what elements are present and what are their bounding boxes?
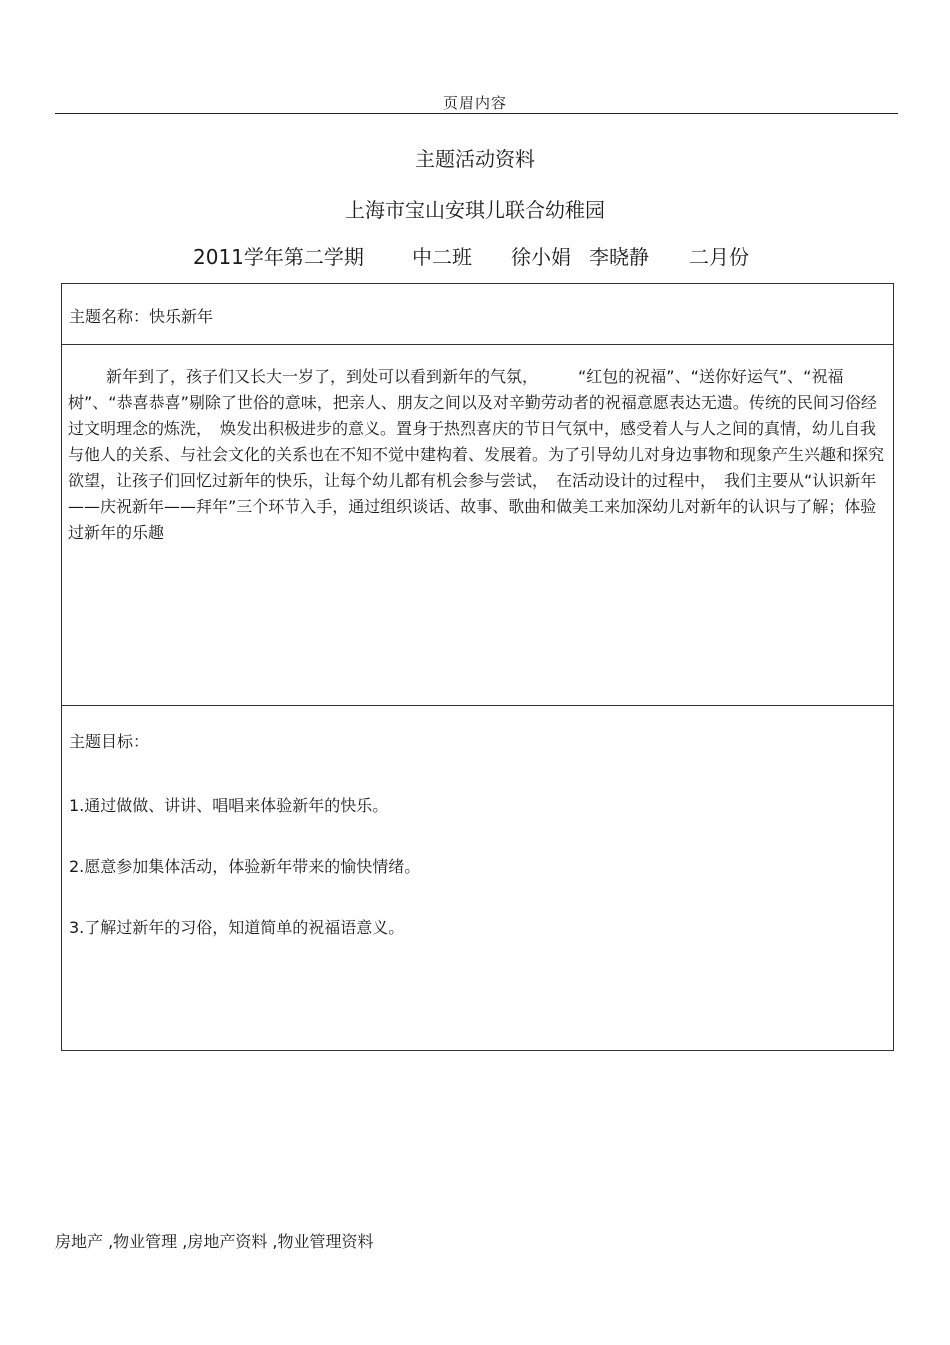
document-title: 主题活动资料 <box>415 147 535 171</box>
term-label: 2011学年第二学期 <box>193 245 364 269</box>
goal-item-3: 3.了解过新年的习俗，知道简单的祝福语意义。 <box>69 918 405 937</box>
month-label: 二月份 <box>689 245 749 269</box>
goal-item-2: 2.愿意参加集体活动，体验新年带来的愉快情绪。 <box>69 857 421 876</box>
theme-table <box>61 283 894 1051</box>
class-info-line <box>193 241 749 270</box>
school-name: 上海市宝山安琪儿联合幼稚园 <box>345 198 605 222</box>
teacher-name-2: 李晓静 <box>589 245 649 269</box>
goal-item-1: 1.通过做做、讲讲、唱唱来体验新年的快乐。 <box>69 796 389 815</box>
page-header: 页眉内容 <box>442 94 507 112</box>
theme-description: 新年到了，孩子们又长大一岁了，到处可以看到新年的气氛， “红包的祝福”、“送你好运气”、“祝福树”、“恭喜恭喜”剔除了世俗的意味，把亲人、朋友之间以及对辛勤劳动者的祝福意愿表达无遗。传统的民间习俗经过文明理念的炼洗， 焕发出积极进步的意义。置身于热烈喜庆的节日气氛中，感受着人与人之间的真情，幼儿自我与他人的关系、与社会文化的关系也在不知不觉中建构着、发展着。为了引导幼儿对身边事物和现象产生兴趣和探究欲望，让孩子们回忆过新年的快乐，让每个幼儿都有机会参与尝试， 在活动设计的过程中， 我们主要从“认识新年——庆祝新年——拜年”三个环节入手，通过组织谈话、故事、歌曲和做美工来加深幼儿对新年的认识与了解；体验过新年的乐趣 <box>68 367 885 542</box>
class-label: 中二班 <box>412 245 472 269</box>
goals-heading: 主题目标： <box>69 732 150 751</box>
theme-description-row <box>62 345 893 706</box>
theme-goals-row <box>62 706 893 1050</box>
teacher-name-1: 徐小娟 <box>511 245 571 269</box>
theme-name-row <box>62 284 893 345</box>
theme-name: 主题名称：快乐新年 <box>69 307 214 326</box>
page-footer: 房地产 ,物业管理 ,房地产资料 ,物业管理资料 <box>55 1232 374 1251</box>
header-divider <box>55 113 898 114</box>
